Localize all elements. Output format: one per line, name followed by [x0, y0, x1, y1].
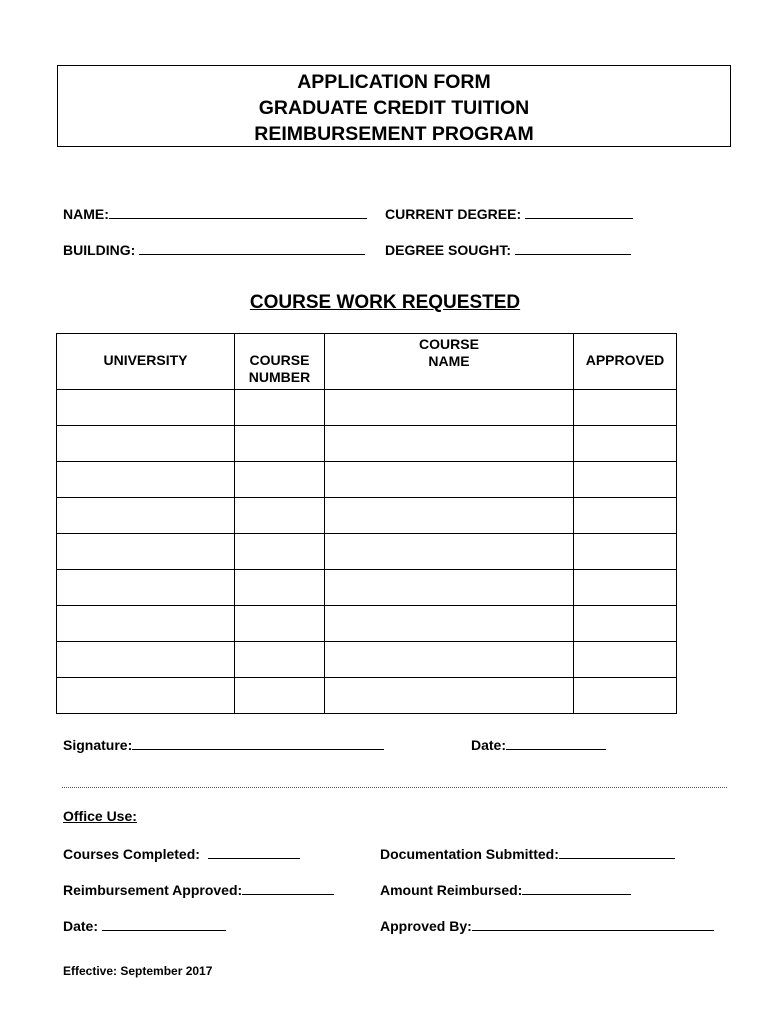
approved-cell[interactable]: [574, 534, 677, 570]
current-degree-field[interactable]: [385, 204, 633, 222]
office-date-field[interactable]: [63, 916, 226, 934]
approved-by-input-line[interactable]: [472, 916, 714, 931]
table-row: [57, 426, 677, 462]
approved-header: APPROVED: [574, 334, 677, 390]
degree-sought-field[interactable]: [385, 240, 631, 258]
name-input-line[interactable]: [109, 204, 367, 219]
approved-cell[interactable]: [574, 678, 677, 714]
university-cell[interactable]: [57, 642, 235, 678]
form-title-line-1: APPLICATION FORM: [297, 71, 491, 93]
approved-cell[interactable]: [574, 390, 677, 426]
courses-completed-label: Courses Completed:: [63, 846, 200, 862]
course-number-cell[interactable]: [235, 534, 325, 570]
university-cell[interactable]: [57, 534, 235, 570]
divider: [62, 787, 727, 788]
university-cell[interactable]: [57, 678, 235, 714]
documentation-submitted-field[interactable]: [380, 844, 675, 862]
course-name-cell[interactable]: [325, 570, 574, 606]
signature-date-input-line[interactable]: [506, 735, 606, 750]
form-title-line-3: REIMBURSEMENT PROGRAM: [254, 123, 534, 145]
documentation-submitted-label: Documentation Submitted:: [380, 846, 559, 862]
amount-reimbursed-label: Amount Reimbursed:: [380, 882, 523, 898]
name-field[interactable]: [63, 204, 367, 222]
approved-cell[interactable]: [574, 498, 677, 534]
course-number-cell[interactable]: [235, 426, 325, 462]
reimbursement-approved-label: Reimbursement Approved:: [63, 882, 243, 898]
university-header: UNIVERSITY: [57, 334, 235, 390]
current-degree-input-line[interactable]: [525, 204, 633, 219]
reimbursement-approved-input-line[interactable]: [242, 880, 334, 895]
approved-cell[interactable]: [574, 426, 677, 462]
effective-date: Effective: September 2017: [63, 964, 213, 978]
building-field[interactable]: [63, 240, 365, 258]
course-number-cell[interactable]: [235, 462, 325, 498]
form-title-box: [57, 65, 731, 147]
office-use-heading: Office Use:: [63, 808, 137, 824]
course-number-cell[interactable]: [235, 606, 325, 642]
course-number-header: COURSE NUMBER: [235, 334, 325, 390]
table-row: [57, 498, 677, 534]
course-name-cell[interactable]: [325, 534, 574, 570]
university-cell[interactable]: [57, 390, 235, 426]
reimbursement-approved-field[interactable]: [63, 880, 334, 898]
course-number-cell[interactable]: [235, 678, 325, 714]
table-row: [57, 678, 677, 714]
university-cell[interactable]: [57, 498, 235, 534]
courses-completed-field[interactable]: [63, 844, 300, 862]
signature-date-label: Date:: [471, 737, 507, 753]
course-name-cell[interactable]: [325, 606, 574, 642]
course-name-cell[interactable]: [325, 678, 574, 714]
course-number-cell[interactable]: [235, 570, 325, 606]
current-degree-label: CURRENT DEGREE:: [385, 206, 522, 222]
table-row: [57, 534, 677, 570]
course-name-cell[interactable]: [325, 498, 574, 534]
amount-reimbursed-field[interactable]: [380, 880, 631, 898]
course-name-header: COURSE NAME: [325, 334, 574, 390]
approved-by-field[interactable]: [380, 916, 714, 934]
degree-sought-label: DEGREE SOUGHT:: [385, 242, 512, 258]
approved-cell[interactable]: [574, 642, 677, 678]
table-row: [57, 462, 677, 498]
courses-completed-input-line[interactable]: [208, 844, 300, 859]
signature-date-field[interactable]: [471, 735, 606, 753]
amount-reimbursed-input-line[interactable]: [522, 880, 631, 895]
documentation-submitted-input-line[interactable]: [559, 844, 675, 859]
approved-cell[interactable]: [574, 462, 677, 498]
name-label: NAME:: [63, 206, 109, 222]
office-date-input-line[interactable]: [102, 916, 226, 931]
university-cell[interactable]: [57, 570, 235, 606]
course-name-cell[interactable]: [325, 426, 574, 462]
approved-by-label: Approved By:: [380, 918, 472, 934]
form-title-line-2: GRADUATE CREDIT TUITION: [258, 97, 530, 119]
course-table: [56, 333, 677, 714]
course-name-cell[interactable]: [325, 462, 574, 498]
signature-field[interactable]: [63, 735, 384, 753]
degree-sought-input-line[interactable]: [515, 240, 631, 255]
course-work-title: COURSE WORK REQUESTED: [249, 292, 521, 313]
approved-cell[interactable]: [574, 570, 677, 606]
course-number-cell[interactable]: [235, 642, 325, 678]
building-label: BUILDING:: [63, 242, 136, 258]
course-number-cell[interactable]: [235, 390, 325, 426]
signature-input-line[interactable]: [132, 735, 384, 750]
university-cell[interactable]: [57, 606, 235, 642]
signature-label: Signature:: [63, 737, 133, 753]
course-name-cell[interactable]: [325, 390, 574, 426]
table-row: [57, 642, 677, 678]
course-number-cell[interactable]: [235, 498, 325, 534]
course-name-cell[interactable]: [325, 642, 574, 678]
table-row: [57, 570, 677, 606]
building-input-line[interactable]: [139, 240, 365, 255]
university-cell[interactable]: [57, 426, 235, 462]
table-row: [57, 606, 677, 642]
approved-cell[interactable]: [574, 606, 677, 642]
university-cell[interactable]: [57, 462, 235, 498]
table-row: [57, 390, 677, 426]
office-date-label: Date:: [63, 918, 99, 934]
table-header-row: [57, 334, 677, 390]
